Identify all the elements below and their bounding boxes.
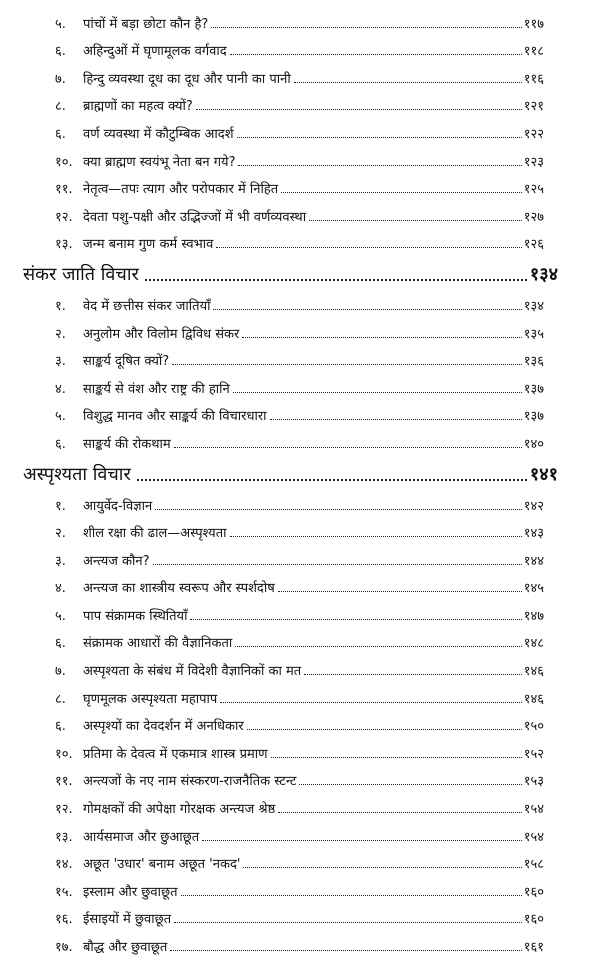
entry-number: ५. [55,608,66,624]
toc-entry [0,197,600,225]
entry-page: १५० [523,719,544,735]
dot-leader [233,392,522,393]
toc-entry [0,424,600,452]
entry-title: प्रतिमा के देवत्व में एकमात्र शास्त्र प्रमाण [83,746,268,762]
entry-title: अछूत 'उधार' बनाम अछूत 'नकद' [83,857,241,873]
dot-leader [299,784,521,785]
toc-group-sankar [0,286,600,452]
dot-leader [213,309,521,310]
entry-number: ६. [55,126,66,142]
entry-title: अन्त्यज कौन? [83,553,150,569]
toc-entry [0,569,600,597]
dot-leader [294,82,522,83]
section-page: १४१ [529,463,558,485]
dot-leader [243,867,521,868]
entry-page: १५३ [523,774,544,790]
entry-number: ४. [55,381,66,397]
entry-title: बौद्ध और छुवाछूत [83,940,168,955]
dot-leader [174,447,522,448]
toc-entry [0,170,600,198]
dot-leader [309,220,522,221]
entry-page: १४८ [523,636,544,652]
entry-page: ११६ [523,71,544,87]
entry-page: १४२ [523,498,544,514]
entry-page: १४४ [523,553,544,569]
entry-number: ३. [55,354,66,370]
entry-title: संक्रामक आधारों की वैज्ञानिकता [83,636,233,652]
entry-page: १४३ [523,526,544,542]
dot-leader [278,812,521,813]
entry-page: १५४ [523,829,544,845]
entry-page: १२२ [523,126,544,142]
toc-entry [0,927,600,955]
dot-leader [174,922,522,923]
section-heading [0,252,600,286]
toc-entry [0,596,600,624]
entry-page: १३७ [523,381,544,397]
entry-page: १३५ [523,326,544,342]
toc-entry [0,4,600,32]
entry-page: १३४ [523,298,544,314]
entry-page: १३६ [523,354,544,370]
toc-entry [0,900,600,928]
dot-leader [170,950,521,951]
toc-entry [0,817,600,845]
entry-title: घृणमूलक अस्पृश्यता महापाप [83,691,218,707]
entry-title: अनुलोम और विलोम द्विविध संकर [83,326,240,342]
dot-leader [238,165,521,166]
toc-entry [0,734,600,762]
dot-leader [278,591,522,592]
entry-number: ६. [55,719,66,735]
entry-number: २. [55,326,66,342]
entry-title: हिन्दु व्यवस्था दूध का दूध और पानी का पानी [83,71,291,87]
entry-page: ११७ [523,16,544,32]
entry-title: इस्लाम और छुवाछूत [83,884,178,900]
toc-entry [0,707,600,735]
toc-entry [0,114,600,142]
entry-title: गोमक्षकों की अपेक्षा गोरक्षक अन्त्यज श्रेष्ठ [83,802,276,818]
entry-number: ११. [55,182,73,198]
dot-leader [211,27,521,28]
entry-number: ६. [55,636,66,652]
entry-title: पाप संक्रामक स्थितियाँ [83,608,188,624]
entry-page: १४६ [523,664,544,680]
entry-number: १५. [55,884,73,900]
dot-leader [281,192,522,193]
entry-title: अस्पृश्यता के संबंध में विदेशी वैज्ञानिकों का मत [83,664,302,680]
entry-title: विशुद्ध मानव और साङ्कर्य की विचारधारा [83,409,267,425]
entry-number: १२. [55,209,73,225]
dot-leader [196,109,522,110]
dot-leader [235,646,521,647]
entry-page: १२५ [523,182,544,198]
entry-title: आर्यसमाज और छुआछूत [83,829,200,845]
table-of-contents [0,4,600,955]
entry-title: आयुर्वेद-विज्ञान [83,498,153,514]
entry-number: १२. [55,802,73,818]
entry-title: ब्राह्मणों का महत्व क्यों? [83,99,193,115]
entry-page: १५४ [523,802,544,818]
entry-page: १२६ [523,237,544,253]
toc-entry [0,142,600,170]
entry-number: २. [55,526,66,542]
entry-number: १. [55,498,66,514]
entry-number: ४. [55,581,66,597]
dot-leader [304,674,522,675]
dot-leader [247,729,522,730]
dot-leader [202,840,522,841]
entry-page: १४७ [523,608,544,624]
toc-entry [0,541,600,569]
toc-entry [0,369,600,397]
toc-entry [0,486,600,514]
entry-number: ३. [55,553,66,569]
entry-title: साङ्कर्य की रोकथाम [83,436,171,452]
entry-number: १०. [55,746,73,762]
entry-title: नेतृत्व—तपः त्याग और परोपकार में निहित [83,182,279,198]
entry-title: देवता पशु-पक्षी और उद्भिज्जों में भी वर्णव्यवस्था [83,209,307,225]
entry-page: १६० [523,884,544,900]
section-page: १३४ [529,264,558,286]
toc-entry [0,225,600,253]
toc-entry [0,314,600,342]
entry-number: ७. [55,71,66,87]
entry-number: ७. [55,664,66,680]
entry-number: ११. [55,774,73,790]
toc-entry [0,872,600,900]
entry-title: साङ्कर्य से वंश और राष्ट्र की हानि [83,381,230,397]
entry-page: १४० [523,436,544,452]
entry-page: १५८ [523,857,544,873]
entry-number: १६. [55,912,73,928]
toc-entry [0,679,600,707]
entry-page: १४५ [523,581,544,597]
toc-group-varna [0,4,600,252]
entry-number: १४. [55,857,73,873]
toc-entry [0,286,600,314]
dot-leader [137,479,527,481]
entry-page: १२१ [523,99,544,115]
entry-title: अस्पृश्यों का देवदर्शन में अनधिकार [83,719,244,735]
entry-number: ८. [55,99,66,115]
entry-title: ईसाइयों में छुवाछूत [83,912,172,928]
entry-number: १०. [55,154,73,170]
section-title: संकर जाति विचार [23,264,139,286]
entry-number: १३. [55,237,73,253]
entry-title: अन्त्यज का शास्त्रीय स्वरूप और स्पर्शदोष [83,581,275,597]
dot-leader [181,895,522,896]
entry-title: वर्ण व्यवस्था में कौटुम्बिक आदर्श [83,126,234,142]
toc-entry [0,762,600,790]
entry-number: ८. [55,691,66,707]
toc-entry [0,32,600,60]
toc-entry [0,845,600,873]
dot-leader [153,564,522,565]
entry-page: १३७ [523,409,544,425]
entry-title: शील रक्षा की ढाल—अस्पृश्यता [83,526,227,542]
toc-entry [0,59,600,87]
toc-entry [0,789,600,817]
entry-number: १७. [55,940,73,955]
entry-title: जन्म बनाम गुण कर्म स्वभाव [83,237,214,253]
entry-title: पांचों में बड़ा छोटा कौन है? [83,16,209,32]
section-title: अस्पृश्यता विचार [23,463,131,485]
toc-entry [0,651,600,679]
toc-entry [0,342,600,370]
section-heading [0,452,600,486]
dot-leader [216,247,521,248]
entry-page: १६१ [523,940,544,955]
toc-group-asprishyata [0,486,600,955]
entry-number: ६. [55,436,66,452]
entry-page: १४६ [523,691,544,707]
entry-page: १२३ [523,154,544,170]
dot-leader [271,757,522,758]
entry-title: साङ्कर्य दूषित क्यों? [83,354,170,370]
toc-entry [0,514,600,542]
entry-page: १५२ [523,746,544,762]
dot-leader [145,279,527,281]
toc-entry [0,87,600,115]
entry-title: वेद में छत्तीस संकर जातियाँ [83,298,211,314]
entry-number: ५. [55,409,66,425]
entry-number: ५. [55,16,66,32]
entry-page: १६० [523,912,544,928]
toc-entry [0,624,600,652]
entry-number: ६. [55,44,66,60]
toc-entry [0,397,600,425]
dot-leader [270,419,522,420]
dot-leader [237,137,522,138]
dot-leader [220,702,521,703]
dot-leader [172,364,522,365]
entry-title: अहिन्दुओं में घृणामूलक वर्गवाद [83,44,227,60]
entry-title: क्या ब्राह्मण स्वयंभू नेता बन गये? [83,154,236,170]
entry-page: १२७ [523,209,544,225]
dot-leader [230,54,522,55]
entry-number: १. [55,298,66,314]
entry-number: १३. [55,829,73,845]
dot-leader [155,509,522,510]
dot-leader [230,536,522,537]
entry-page: ११८ [523,44,544,60]
entry-title: अन्त्यजों के नए नाम संस्करण-राजनैतिक स्टन्ट [83,774,297,790]
dot-leader [242,337,521,338]
dot-leader [190,619,521,620]
